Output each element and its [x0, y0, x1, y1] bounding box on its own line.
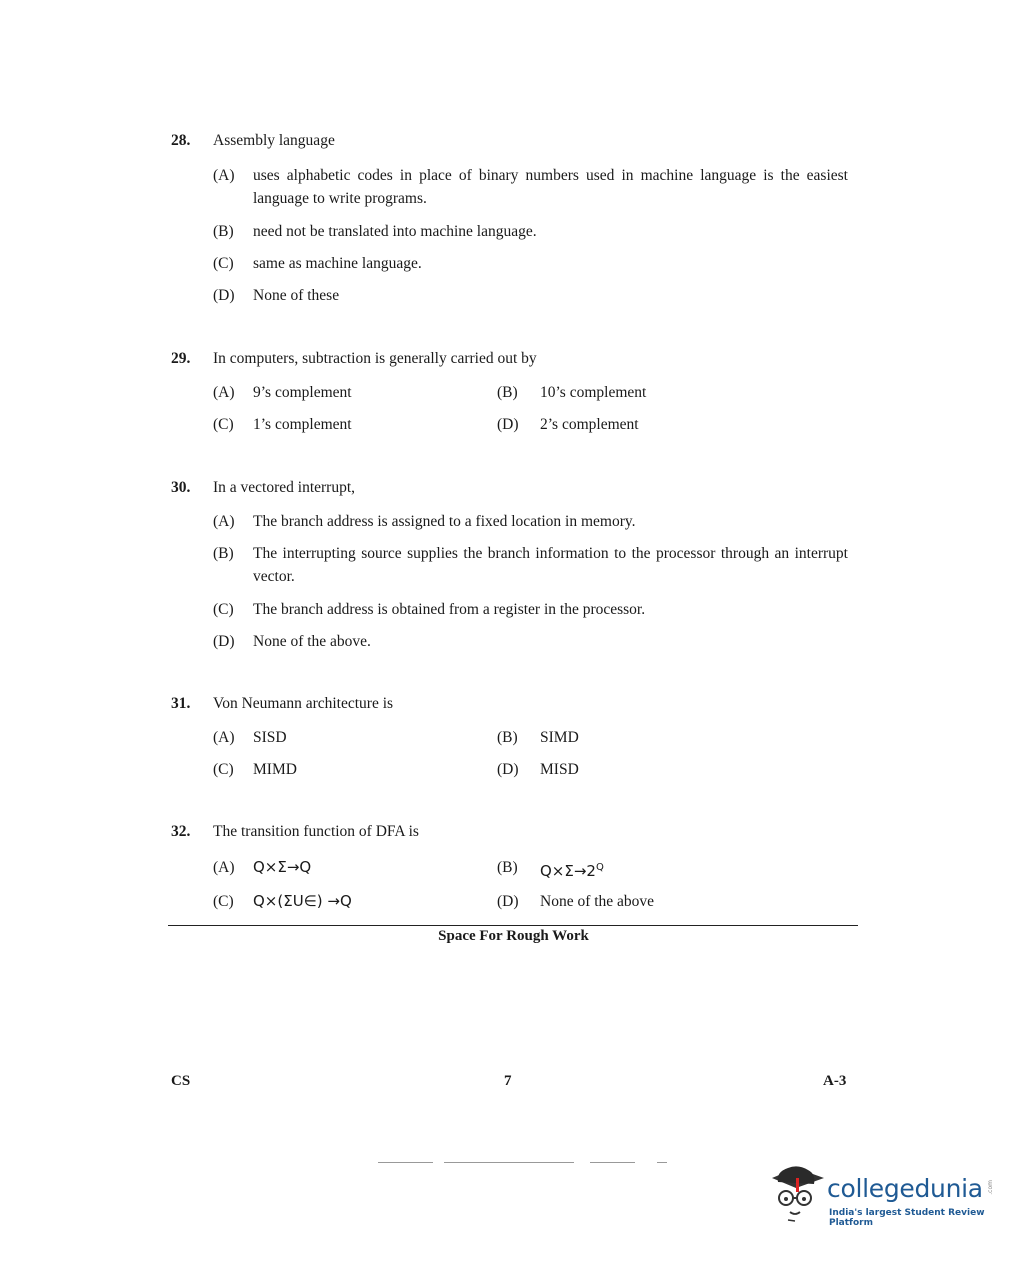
option-label: (C) [213, 255, 234, 272]
option-text: uses alphabetic codes in place of binary numbers used in machine language is the easiest language to write programs. [253, 167, 848, 207]
question-text: In computers, subtraction is generally carried out by [213, 350, 537, 367]
option-text: 2’s complement [540, 416, 639, 433]
question-text: Von Neumann architecture is [213, 695, 394, 712]
option-label: (D) [497, 416, 519, 433]
option-text: Q×(ΣU∈) →Q [253, 892, 352, 910]
question-text: Assembly language [213, 132, 335, 149]
option-label: (D) [497, 761, 519, 778]
option-label: (C) [213, 761, 234, 778]
option-label: (B) [213, 223, 234, 240]
option-text: 9’s complement [253, 384, 352, 401]
scan-mark [590, 1162, 635, 1163]
option-b [213, 542, 853, 588]
formula-exponent: Q [595, 862, 604, 873]
scan-mark [378, 1162, 433, 1163]
option-label: (A) [213, 384, 235, 401]
option-text: The interrupting source supplies the branch information to the processor through an interrupt vector. [253, 545, 848, 585]
option-label: (D) [497, 893, 519, 910]
option-text: SIMD [540, 729, 579, 746]
question-number: 32. [171, 823, 191, 840]
option-label: (B) [497, 384, 518, 401]
logo-suffix: .com [987, 1180, 994, 1195]
scan-mark [444, 1162, 574, 1163]
option-label: (A) [213, 513, 235, 530]
page-number: 7 [504, 1073, 512, 1089]
option-text: The branch address is obtained from a register in the processor. [253, 601, 646, 618]
option-text: need not be translated into machine language. [253, 223, 537, 240]
option-text: The branch address is assigned to a fixed location in memory. [253, 513, 636, 530]
logo-wordmark: collegedunia [827, 1174, 983, 1203]
logo-tagline: India's largest Student Review Platform [829, 1208, 985, 1228]
footer-right: A-3 [823, 1073, 847, 1089]
option-label: (B) [497, 729, 518, 746]
option-text: 1’s complement [253, 416, 352, 433]
option-label: (A) [213, 729, 235, 746]
option-text: same as machine language. [253, 255, 422, 272]
footer-left: CS [171, 1073, 191, 1089]
option-label: (C) [213, 416, 234, 433]
option-text [540, 856, 760, 883]
option-label: (B) [497, 859, 518, 876]
option-text: MIMD [253, 761, 297, 778]
option-label: (A) [213, 167, 235, 184]
option-label: (B) [213, 545, 234, 562]
scan-mark [657, 1162, 667, 1163]
option-label: (C) [213, 601, 234, 618]
question-number: 28. [171, 132, 191, 149]
question-text: In a vectored interrupt, [213, 479, 356, 496]
option-label: (D) [213, 287, 235, 304]
option-text: None of the above. [253, 633, 371, 650]
option-label: (A) [213, 859, 235, 876]
option-text: None of the above [540, 893, 655, 910]
formula-base: Q×Σ→2 [540, 862, 596, 880]
option-label: (C) [213, 893, 234, 910]
question-text: The transition function of DFA is [213, 823, 419, 840]
divider [168, 925, 858, 926]
question-number: 31. [171, 695, 191, 712]
option-text: 10’s complement [540, 384, 647, 401]
question-number: 30. [171, 479, 191, 496]
rough-work-label: Space For Rough Work [438, 928, 589, 944]
question-number: 29. [171, 350, 191, 367]
option-label: (D) [213, 633, 235, 650]
option-a [213, 164, 853, 210]
option-text: MISD [540, 761, 579, 778]
mascot-icon [768, 1160, 826, 1222]
option-text: SISD [253, 729, 287, 746]
option-text: Q×Σ→Q [253, 858, 312, 876]
collegedunia-logo [768, 1160, 998, 1230]
option-text: None of these [253, 287, 340, 304]
